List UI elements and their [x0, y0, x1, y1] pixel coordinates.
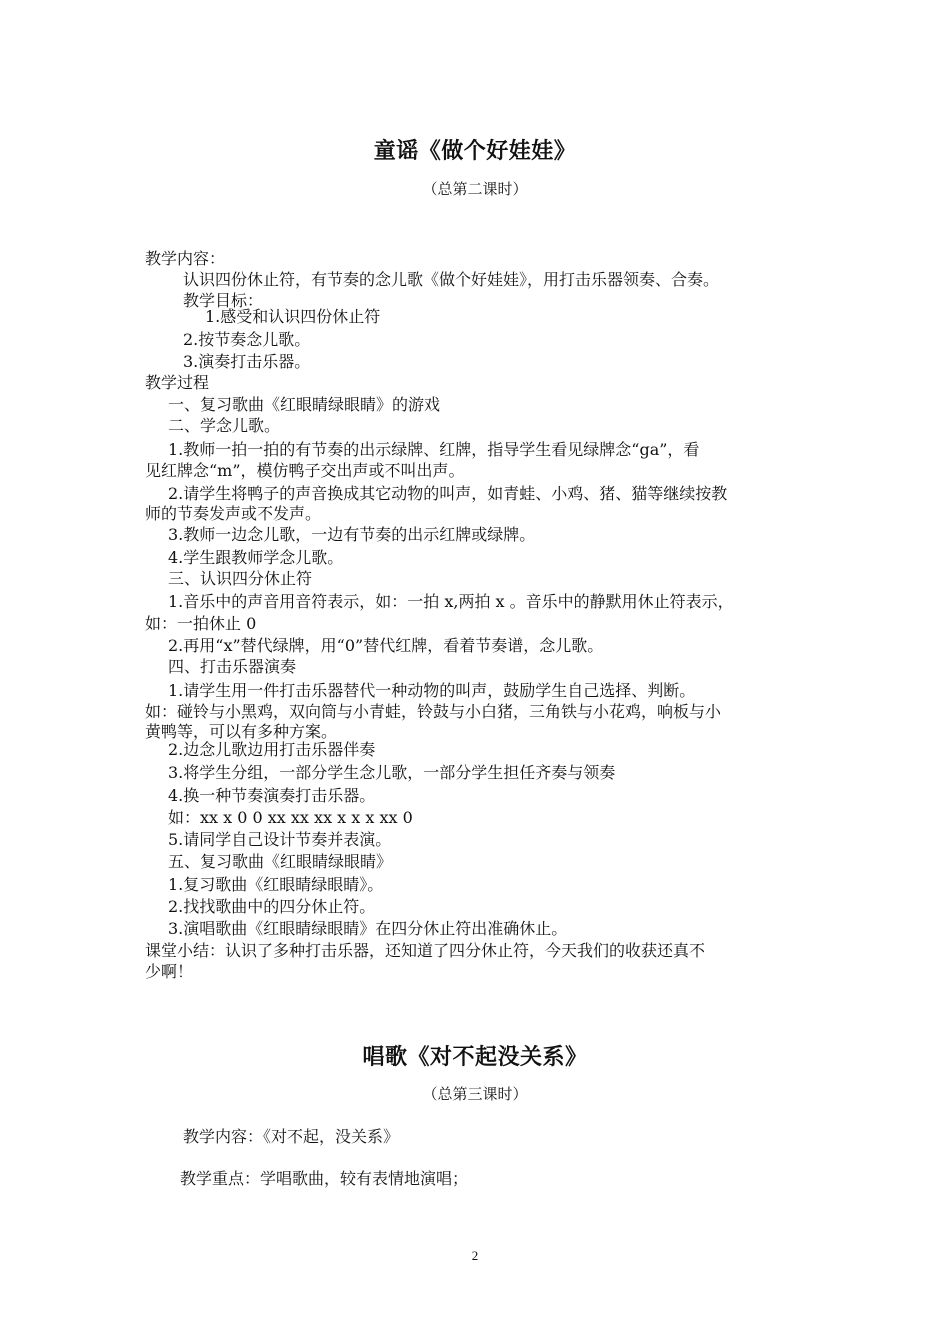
body-line: 1.感受和认识四份休止符 — [205, 307, 381, 326]
body-line: 2.再用“x”替代绿牌，用“0”替代红牌，看着节奏谱，念儿歌。 — [168, 636, 604, 655]
body-line: 3.教师一边念儿歌，一边有节奏的出示红牌或绿牌。 — [168, 525, 536, 544]
body-line: 1.音乐中的声音用音符表示，如：一拍 x,两拍 x 。音乐中的静默用休止符表示， — [168, 592, 734, 611]
body-line: 3.演唱歌曲《红眼睛绿眼睛》在四分休止符出准确休止。 — [168, 919, 568, 938]
lesson-title-2: 唱歌《对不起没关系》 — [362, 1045, 588, 1070]
body-line: 认识四份休止符，有节奏的念儿歌《做个好娃娃》，用打击乐器领奏、合奏。 — [183, 270, 720, 289]
body-line: 4.换一种节奏演奏打击乐器。 — [168, 786, 376, 805]
body-line: 2.边念儿歌边用打击乐器伴奏 — [168, 740, 376, 759]
lesson-subtitle-1: （总第二课时） — [422, 180, 528, 198]
lesson-content-line: 教学内容：《对不起，没关系》 — [183, 1127, 400, 1146]
body-line: 教学过程 — [145, 373, 210, 392]
body-line: 如：碰铃与小黑鸡，双向筒与小青蛙，铃鼓与小白猪，三角铁与小花鸡，响板与小 — [145, 702, 722, 721]
body-line: 黄鸭等，可以有多种方案。 — [145, 722, 338, 741]
body-line: 如：一拍休止 0 — [145, 614, 257, 633]
body-line: 三、认识四分休止符 — [168, 569, 313, 588]
body-line: 教学内容： — [145, 249, 226, 268]
body-line: 3.演奏打击乐器。 — [183, 352, 311, 371]
body-line: 师的节奏发声或不发声。 — [145, 504, 322, 523]
body-line: 少啊！ — [145, 962, 194, 981]
lesson-title-1: 童谣《做个好娃娃》 — [373, 139, 577, 164]
page-number: 2 — [471, 1248, 479, 1263]
rhythm-example: 如：xx x 0 0 xx xx xx x x x xx 0 — [168, 808, 413, 827]
body-line: 4.学生跟教师学念儿歌。 — [168, 548, 344, 567]
body-line: 见红牌念“m”，模仿鸭子交出声或不叫出声。 — [145, 461, 465, 480]
body-line: 2.请学生将鸭子的声音换成其它动物的叫声，如青蛙、小鸡、猪、猫等继续按教 — [168, 484, 728, 503]
lesson-focus-line: 教学重点：学唱歌曲，较有表情地演唱； — [180, 1169, 469, 1188]
body-line: 2.找找歌曲中的四分休止符。 — [168, 897, 376, 916]
body-line: 1.复习歌曲《红眼睛绿眼睛》。 — [168, 875, 384, 894]
body-line: 四、打击乐器演奏 — [168, 657, 297, 676]
body-line: 课堂小结：认识了多种打击乐器，还知道了四分休止符，今天我们的收获还真不 — [145, 941, 706, 960]
lesson-subtitle-2: （总第三课时） — [422, 1085, 528, 1103]
body-line: 一、复习歌曲《红眼睛绿眼睛》的游戏 — [168, 395, 441, 414]
body-line: 5.请同学自己设计节奏并表演。 — [168, 830, 392, 849]
body-line: 二、学念儿歌。 — [168, 416, 281, 435]
body-line: 1.请学生用一件打击乐器替代一种动物的叫声，鼓励学生自己选择、判断。 — [168, 681, 696, 700]
body-line: 五、复习歌曲《红眼睛绿眼睛》 — [168, 852, 393, 871]
body-line: 2.按节奏念儿歌。 — [183, 330, 311, 349]
body-line: 1.教师一拍一拍的有节奏的出示绿牌、红牌，指导学生看见绿牌念“ga”，看 — [168, 440, 700, 459]
body-line: 3.将学生分组，一部分学生念儿歌，一部分学生担任齐奏与领奏 — [168, 763, 616, 782]
body-line: 教学目标： — [183, 291, 264, 310]
